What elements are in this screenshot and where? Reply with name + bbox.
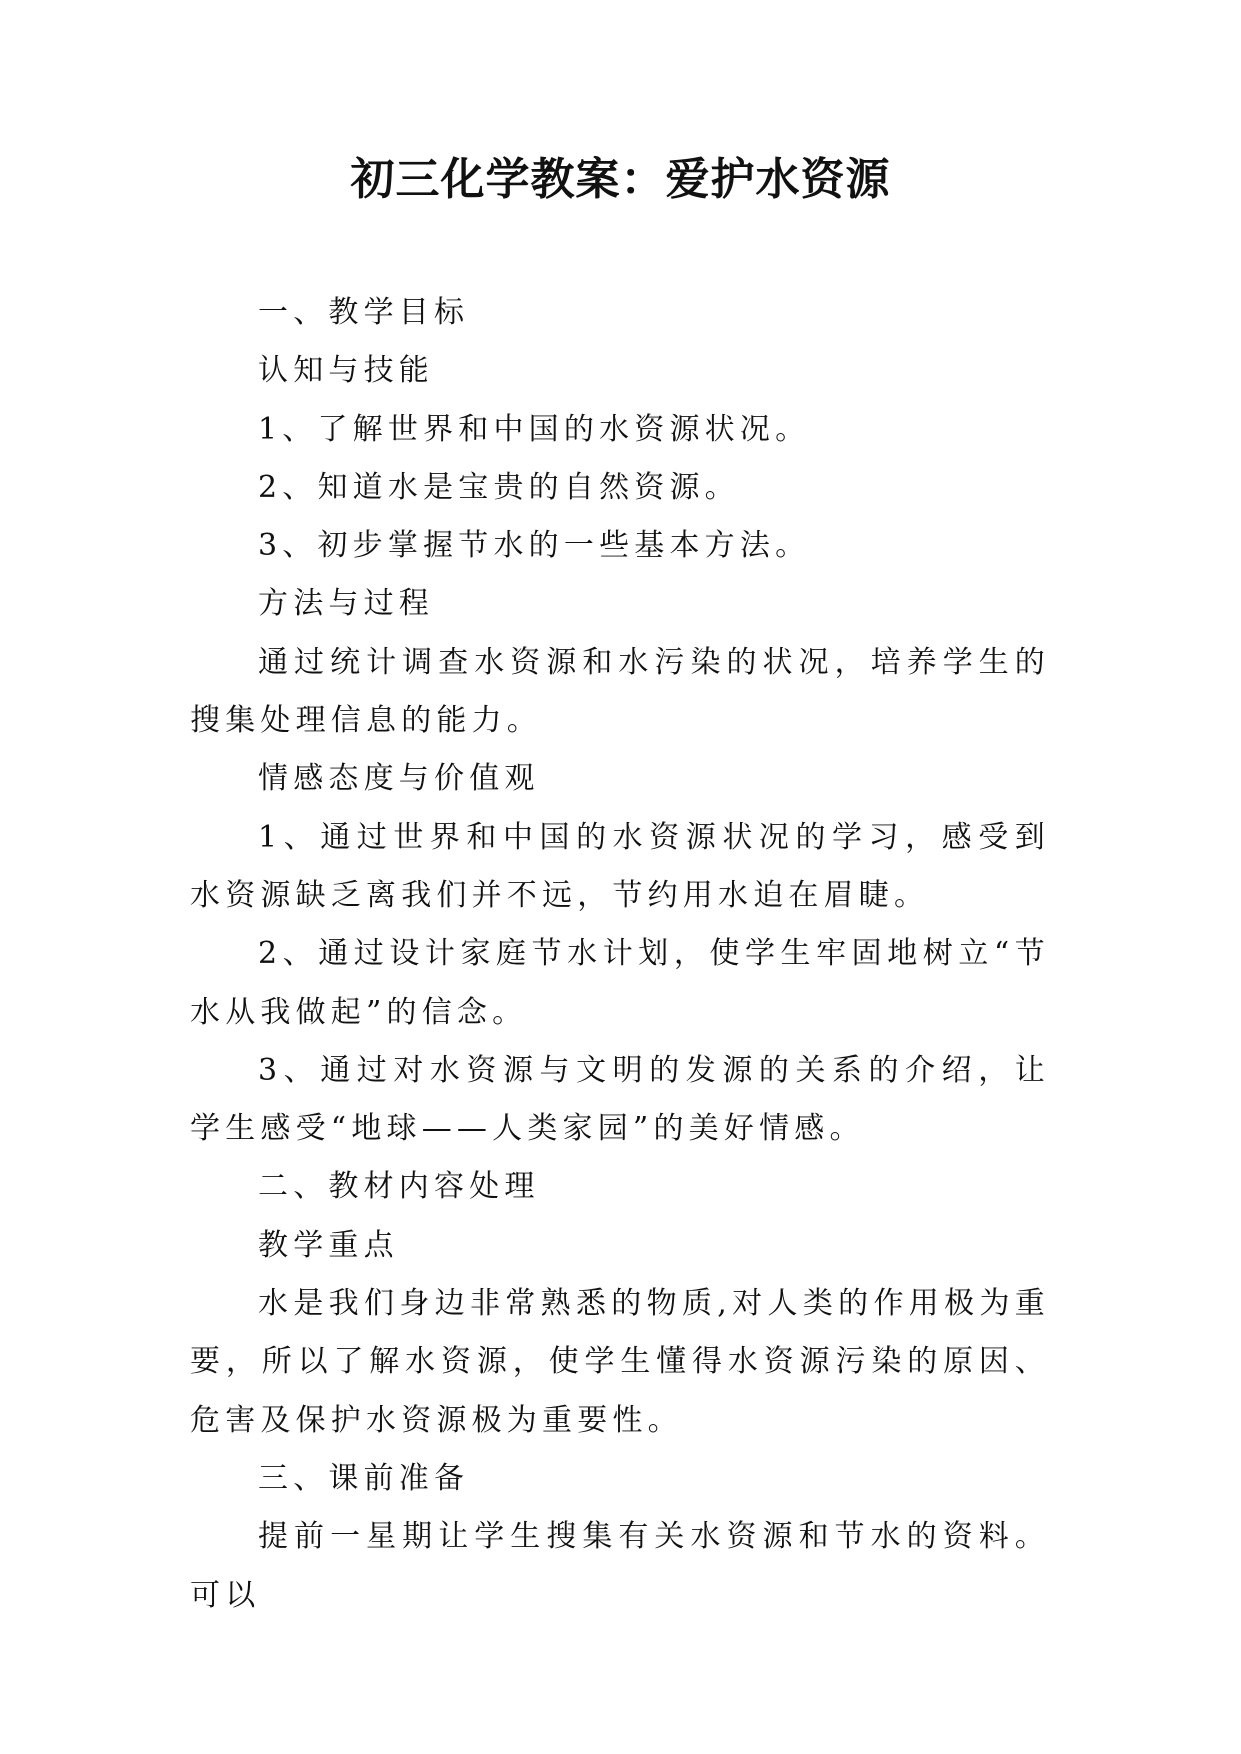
subheading-emotion-values: 情感态度与价值观 — [258, 761, 540, 797]
paragraph: 通过统计调查水资源和水污染的状况，培养学生的搜集处理信息的能力。 — [190, 644, 1050, 739]
paragraph: 水是我们身边非常熟悉的物质,对人类的作用极为重要，所以了解水资源，使学生懂得水资源污染的原因、危害及保护水资源极为重要性。 — [190, 1286, 1050, 1438]
list-item: 3、通过对水资源与文明的发源的关系的介绍，让学生感受“地球——人类家园”的美好情感。 — [190, 1052, 1050, 1147]
list-item: 1、了解世界和中国的水资源状况。 — [258, 411, 811, 447]
subheading-method-process: 方法与过程 — [258, 586, 434, 622]
section-heading-material-processing: 二、教材内容处理 — [258, 1169, 540, 1205]
section-heading-teaching-goals: 一、教学目标 — [258, 295, 470, 330]
subheading-key-points: 教学重点 — [258, 1227, 399, 1263]
section-heading-preparation: 三、课前准备 — [258, 1460, 470, 1496]
document-body — [190, 284, 1050, 1625]
paragraph: 提前一星期让学生搜集有关水资源和节水的资料。可以 — [190, 1519, 1050, 1613]
list-item: 1、通过世界和中国的水资源状况的学习，感受到水资源缺乏离我们并不远，节约用水迫在眉睫。 — [190, 819, 1050, 913]
document-title: 初三化学教案：爱护水资源 — [350, 154, 891, 205]
list-item: 2、通过设计家庭节水计划，使学生牢固地树立“节水从我做起”的信念。 — [190, 936, 1050, 1030]
subheading-cognition-skills: 认知与技能 — [258, 353, 434, 389]
list-item: 2、知道水是宝贵的自然资源。 — [258, 469, 740, 505]
list-item: 3、初步掌握节水的一些基本方法。 — [258, 528, 811, 564]
